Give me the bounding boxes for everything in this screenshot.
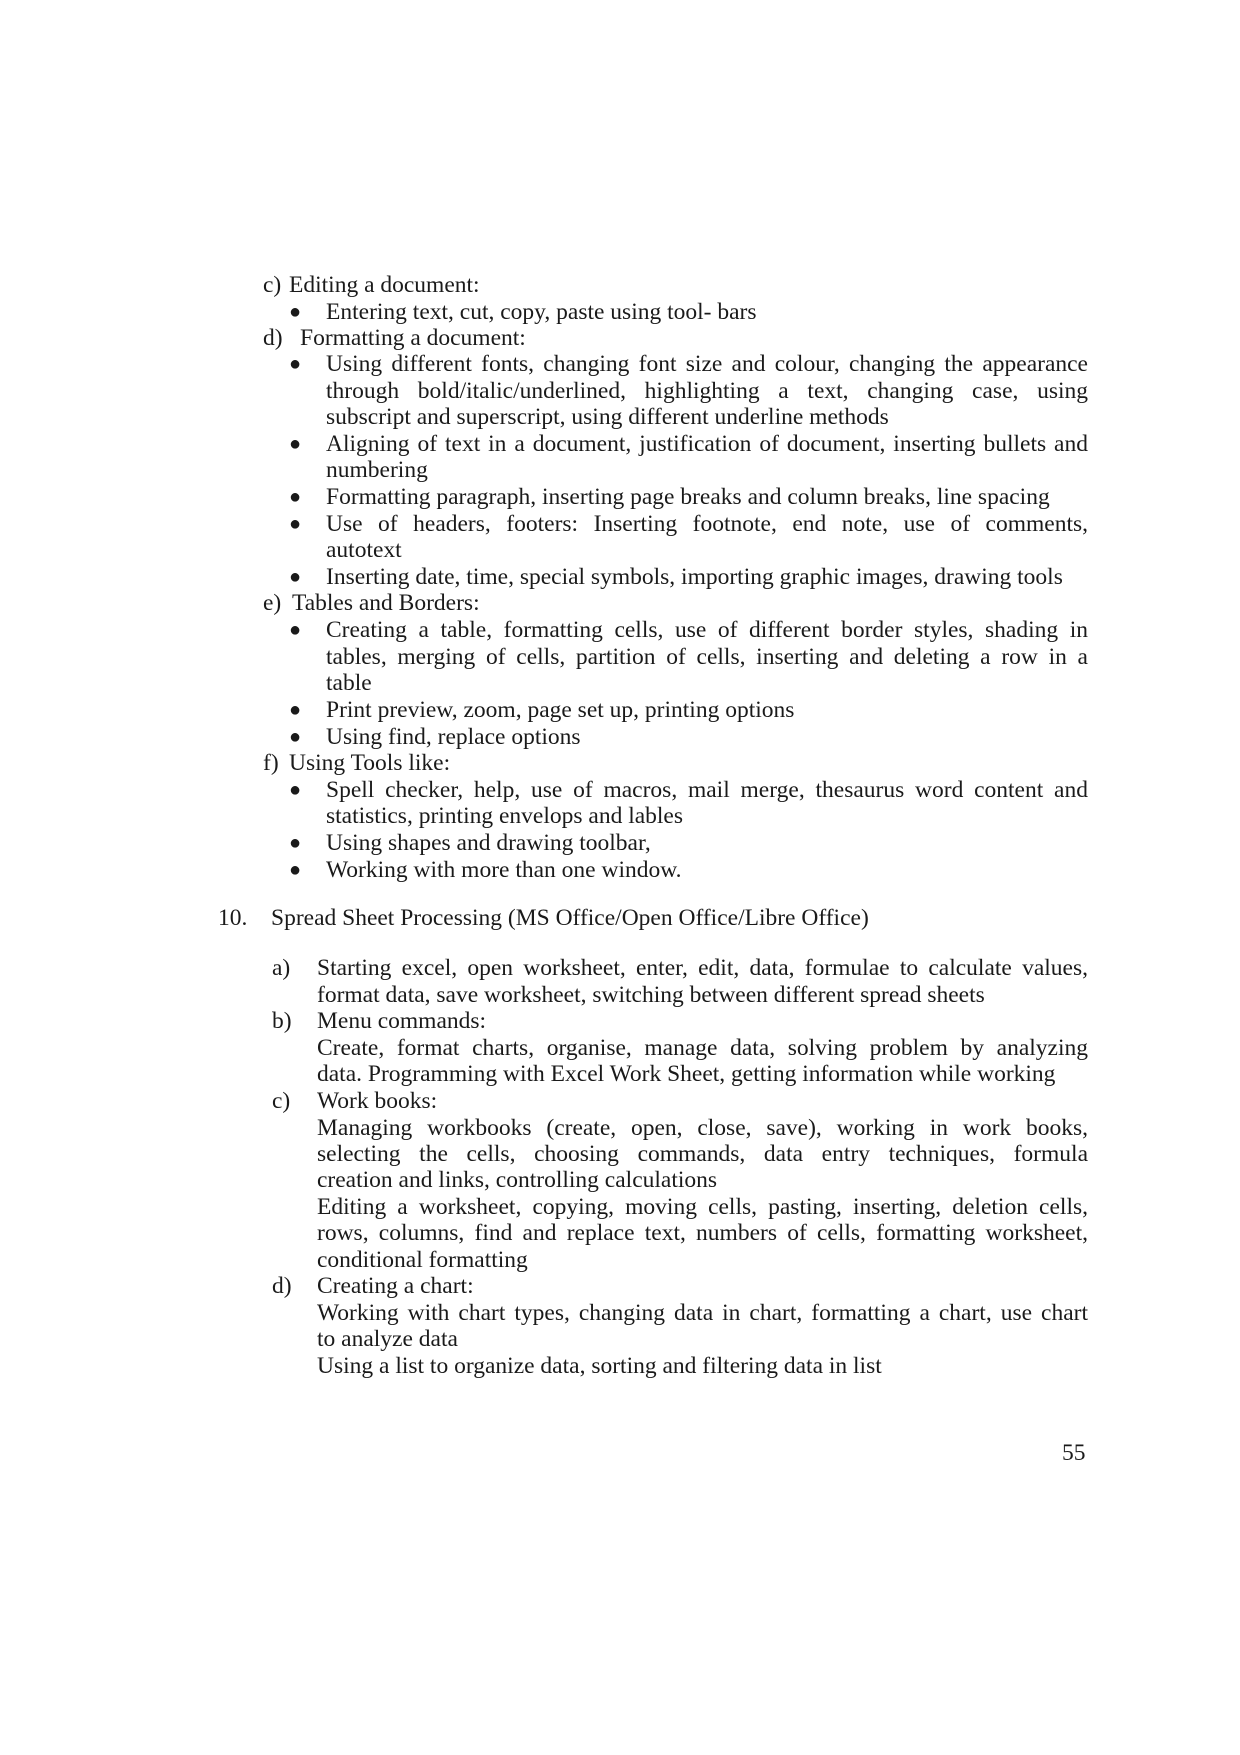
bullet-icon: ● [289, 699, 302, 721]
subsection-title: Tables and Borders: [292, 590, 480, 616]
item-text: Editing a worksheet, copying, moving cells, pasting, inserting, deletion cells, [317, 1194, 1088, 1220]
item-text: Starting excel, open worksheet, enter, edit, data, formulae to calculate values, [317, 955, 1088, 981]
item-text: Working with chart types, changing data in chart, formatting a chart, use chart [317, 1300, 1088, 1326]
bullet-text: Using shapes and drawing toolbar, [326, 830, 651, 856]
item-text: Using a list to organize data, sorting and filtering data in list [317, 1353, 882, 1379]
bullet-text: Working with more than one window. [326, 857, 682, 883]
item-text: creation and links, controlling calculations [317, 1167, 718, 1193]
item-label: a) [272, 955, 291, 981]
item-text: rows, columns, find and replace text, numbers of cells, formatting worksheet, [317, 1220, 1088, 1246]
subsection-title: Formatting a document: [300, 325, 526, 351]
subsection-label: d) [263, 325, 283, 351]
bullet-text: Creating a table, formatting cells, use of different border styles, shading in [326, 617, 1088, 643]
section-title: Spread Sheet Processing (MS Office/Open Office/Libre Office) [271, 905, 869, 931]
bullet-text: autotext [326, 537, 402, 563]
bullet-text: Spell checker, help, use of macros, mail merge, thesaurus word content and [326, 777, 1088, 803]
bullet-icon: ● [289, 726, 302, 748]
subsection-label: c) [263, 272, 282, 298]
bullet-text: table [326, 670, 372, 696]
item-text: Work books: [317, 1088, 438, 1114]
bullet-text: numbering [326, 457, 428, 483]
bullet-icon: ● [289, 779, 302, 801]
subsection-title: Using Tools like: [289, 750, 451, 776]
bullet-icon: ● [289, 619, 302, 641]
bullet-icon: ● [289, 566, 302, 588]
subsection-label: e) [263, 590, 282, 616]
bullet-text: Aligning of text in a document, justification of document, inserting bullets and [326, 431, 1088, 457]
bullet-icon: ● [289, 859, 302, 881]
item-text: Creating a chart: [317, 1273, 474, 1299]
item-label: d) [272, 1273, 292, 1299]
item-label: c) [272, 1088, 291, 1114]
item-text: to analyze data [317, 1326, 458, 1352]
item-text: format data, save worksheet, switching between different spread sheets [317, 982, 985, 1008]
bullet-icon: ● [289, 486, 302, 508]
section-number: 10. [218, 905, 248, 931]
item-text: Menu commands: [317, 1008, 487, 1034]
bullet-text: through bold/italic/underlined, highlighting a text, changing case, using [326, 378, 1088, 404]
item-text: Managing workbooks (create, open, close, save), working in work books, [317, 1115, 1088, 1141]
bullet-text: Formatting paragraph, inserting page breaks and column breaks, line spacing [326, 484, 1050, 510]
item-label: b) [272, 1008, 292, 1034]
bullet-text: tables, merging of cells, partition of cells, inserting and deleting a row in a [326, 644, 1088, 670]
bullet-text: Use of headers, footers: Inserting footnote, end note, use of comments, [326, 511, 1088, 537]
bullet-text: Using different fonts, changing font size and colour, changing the appearance [326, 351, 1088, 377]
item-text: conditional formatting [317, 1247, 528, 1273]
bullet-text: subscript and superscript, using different underline methods [326, 404, 889, 430]
bullet-icon: ● [289, 832, 302, 854]
bullet-icon: ● [289, 513, 302, 535]
page-number: 55 [1062, 1440, 1086, 1466]
bullet-text: Using find, replace options [326, 724, 581, 750]
bullet-text: statistics, printing envelops and lables [326, 803, 684, 829]
item-text: Create, format charts, organise, manage data, solving problem by analyzing [317, 1035, 1088, 1061]
bullet-text: Inserting date, time, special symbols, importing graphic images, drawing tools [326, 564, 1063, 590]
subsection-label: f) [263, 750, 279, 776]
bullet-icon: ● [289, 353, 302, 375]
item-text: data. Programming with Excel Work Sheet, getting information while working [317, 1061, 1056, 1087]
item-text: selecting the cells, choosing commands, data entry techniques, formula [317, 1141, 1088, 1167]
bullet-icon: ● [289, 433, 302, 455]
bullet-icon: ● [289, 301, 302, 323]
bullet-text: Entering text, cut, copy, paste using tool- bars [326, 299, 757, 325]
bullet-text: Print preview, zoom, page set up, printing options [326, 697, 795, 723]
subsection-title: Editing a document: [289, 272, 480, 298]
